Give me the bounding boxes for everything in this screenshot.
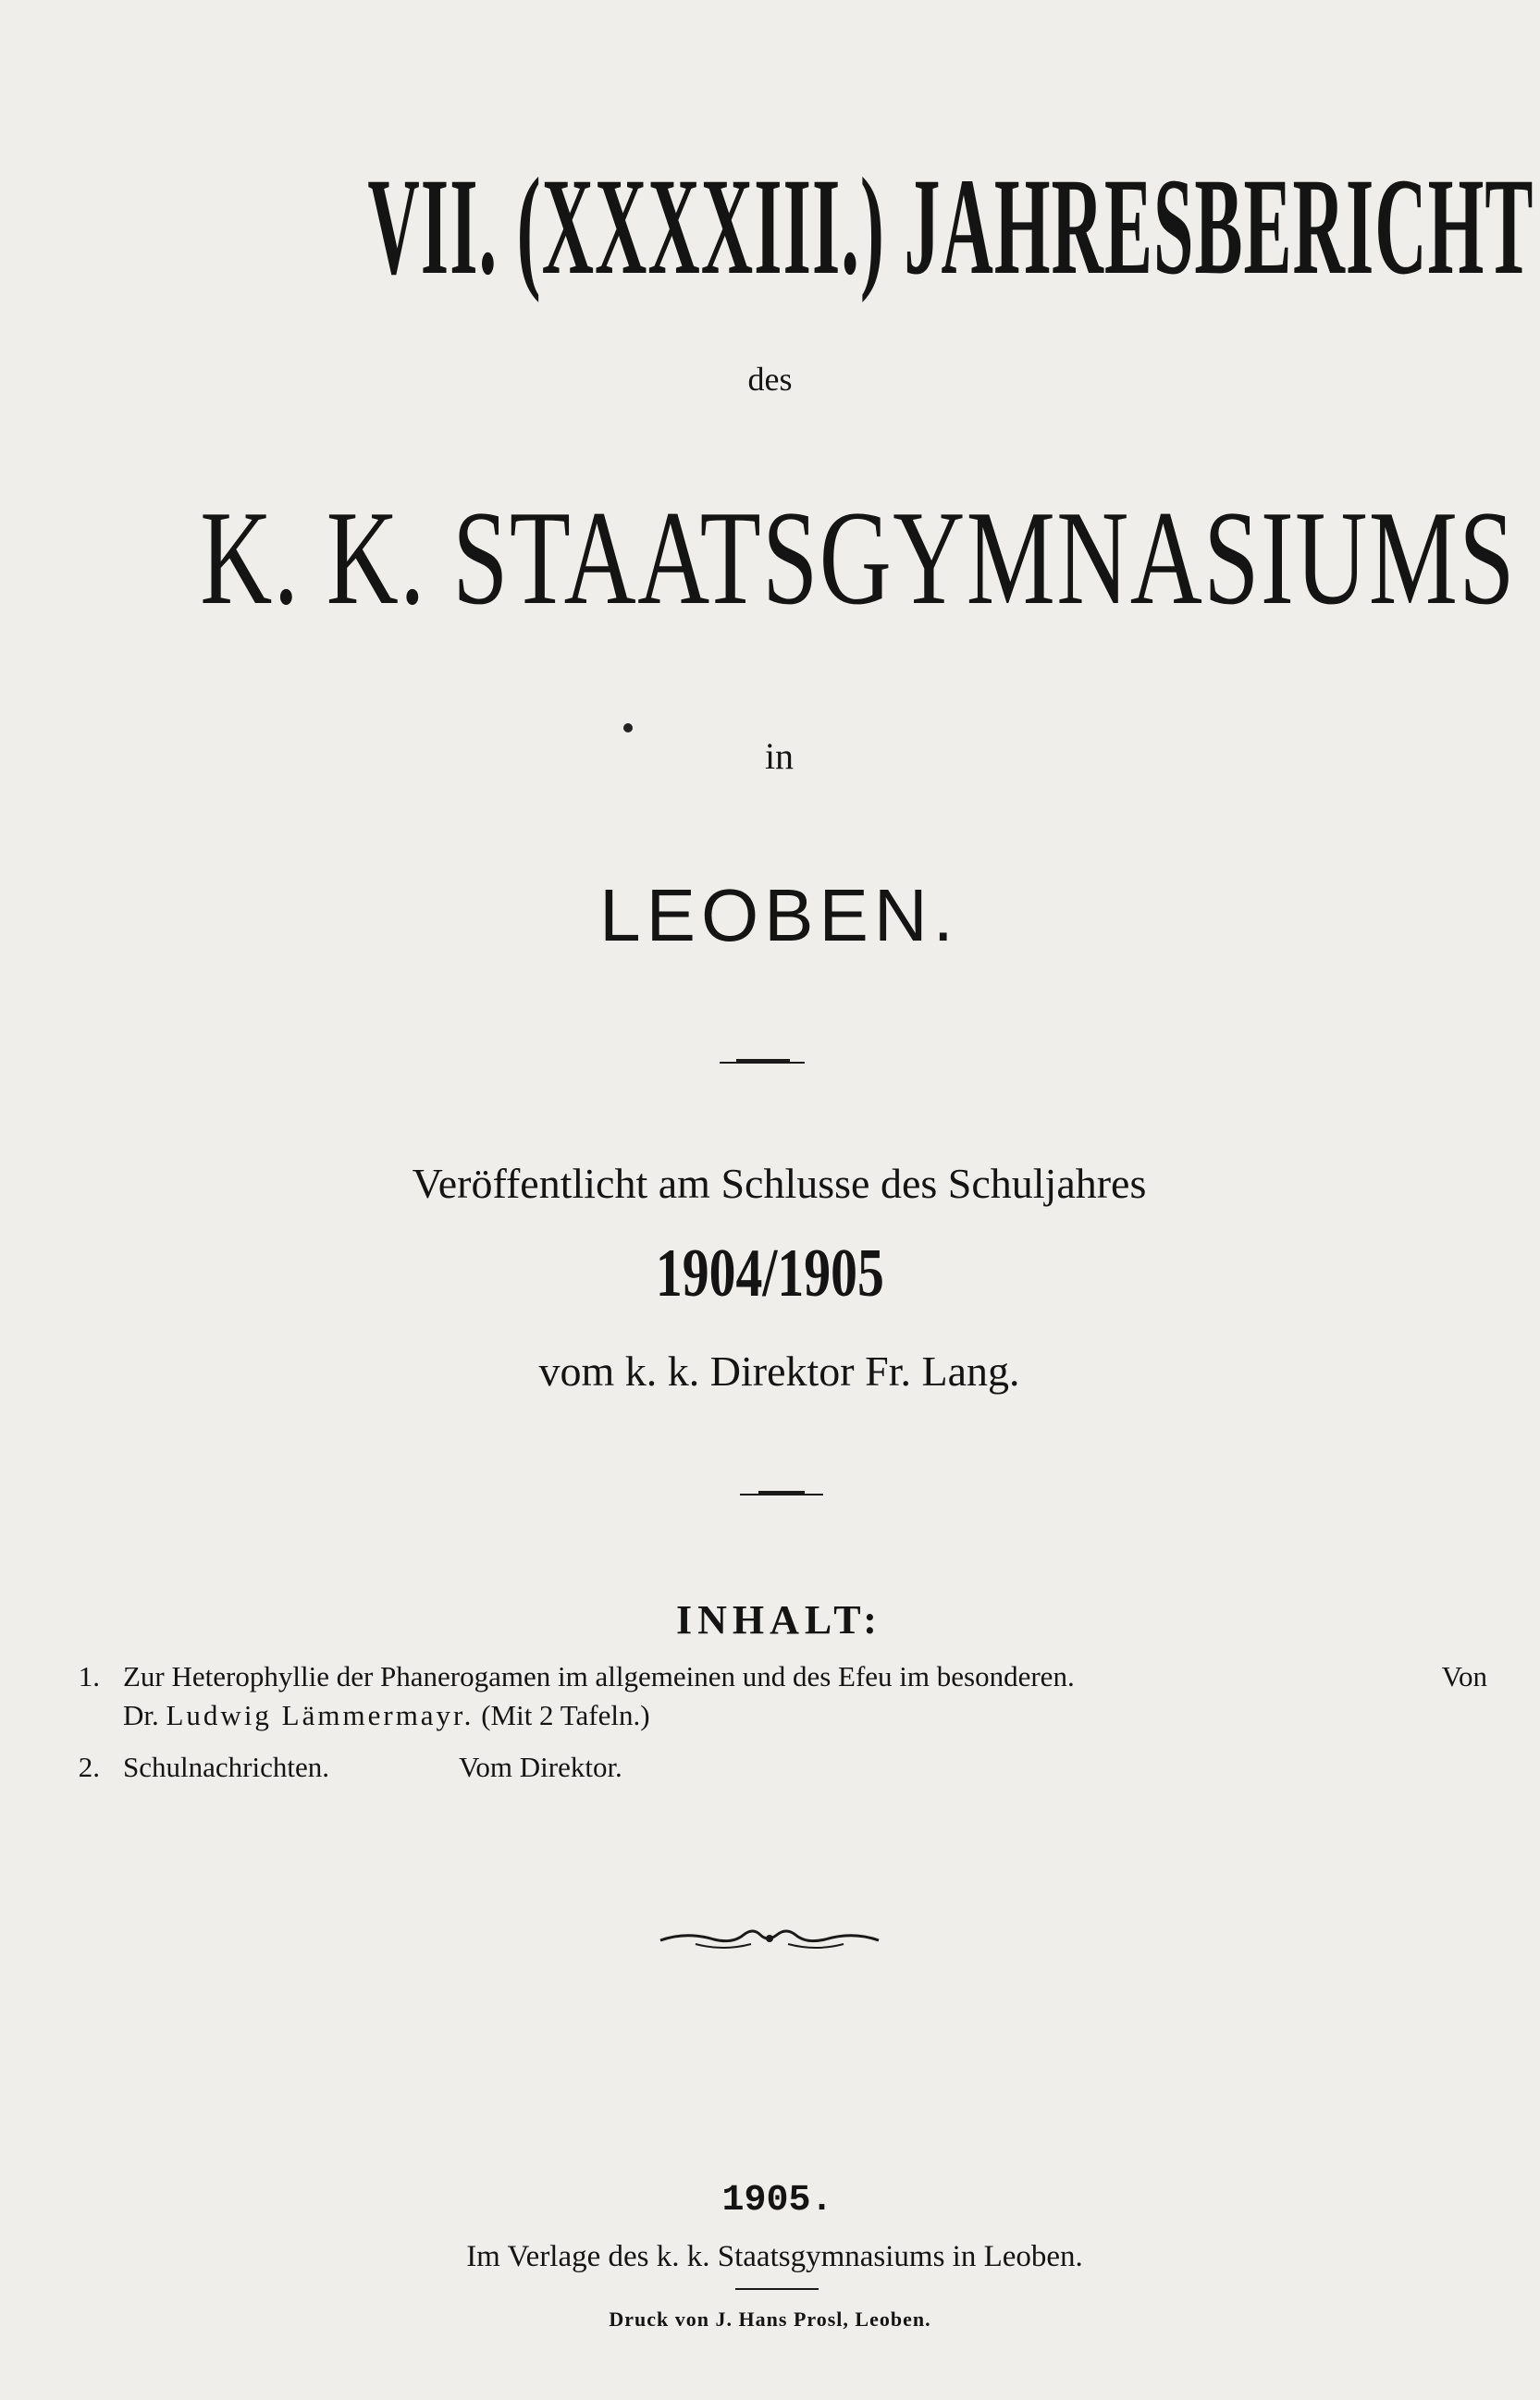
director-line: vom k. k. Direktor Fr. Lang. [538,1348,1020,1395]
school-title: K. K. STAATSGYMNASIUMS [200,483,1516,633]
item-title-tail: Von [1441,1660,1487,1692]
item-title-tail: Vom Direktor. [459,1751,622,1783]
item-title: Schulnachrichten. [123,1751,329,1783]
author-name: Ludwig Lämmermayr. [166,1699,474,1731]
author-suffix: (Mit 2 Tafeln.) [481,1699,650,1731]
imprint-printer: Druck von J. Hans Prosl, Leoben. [609,2308,931,2331]
imprint-publisher: Im Verlage des k. k. Staatsgymnasiums in Leoben. [466,2240,1083,2273]
imprint-rule [735,2288,819,2290]
item-number: 1. [78,1660,100,1692]
item-number: 2. [78,1751,100,1783]
word-des: des [747,361,793,398]
item-title: Zur Heterophyllie der Phanerogamen im allgemeinen und des Efeu im besonderen. [123,1660,1075,1692]
city-title: LEOBEN. [599,874,959,956]
imprint-year: 1905. [721,2180,833,2222]
school-year: 1904/1905 [655,1236,884,1311]
word-in: in [764,735,795,777]
divider-rule-1-thin [720,1062,805,1064]
published-line: Veröffentlicht am Schlusse des Schuljahres [412,1160,1147,1207]
ornament-flourish-icon [659,1924,881,1955]
author-prefix: Dr. [123,1699,159,1731]
report-title: VII. (XXXXIII.) JAHRESBERICHT [367,150,1534,303]
item-author-line [123,1696,650,1735]
ink-dot [623,723,633,732]
contents-heading: INHALT: [676,1597,882,1643]
divider-rule-2-thin [740,1494,823,1495]
